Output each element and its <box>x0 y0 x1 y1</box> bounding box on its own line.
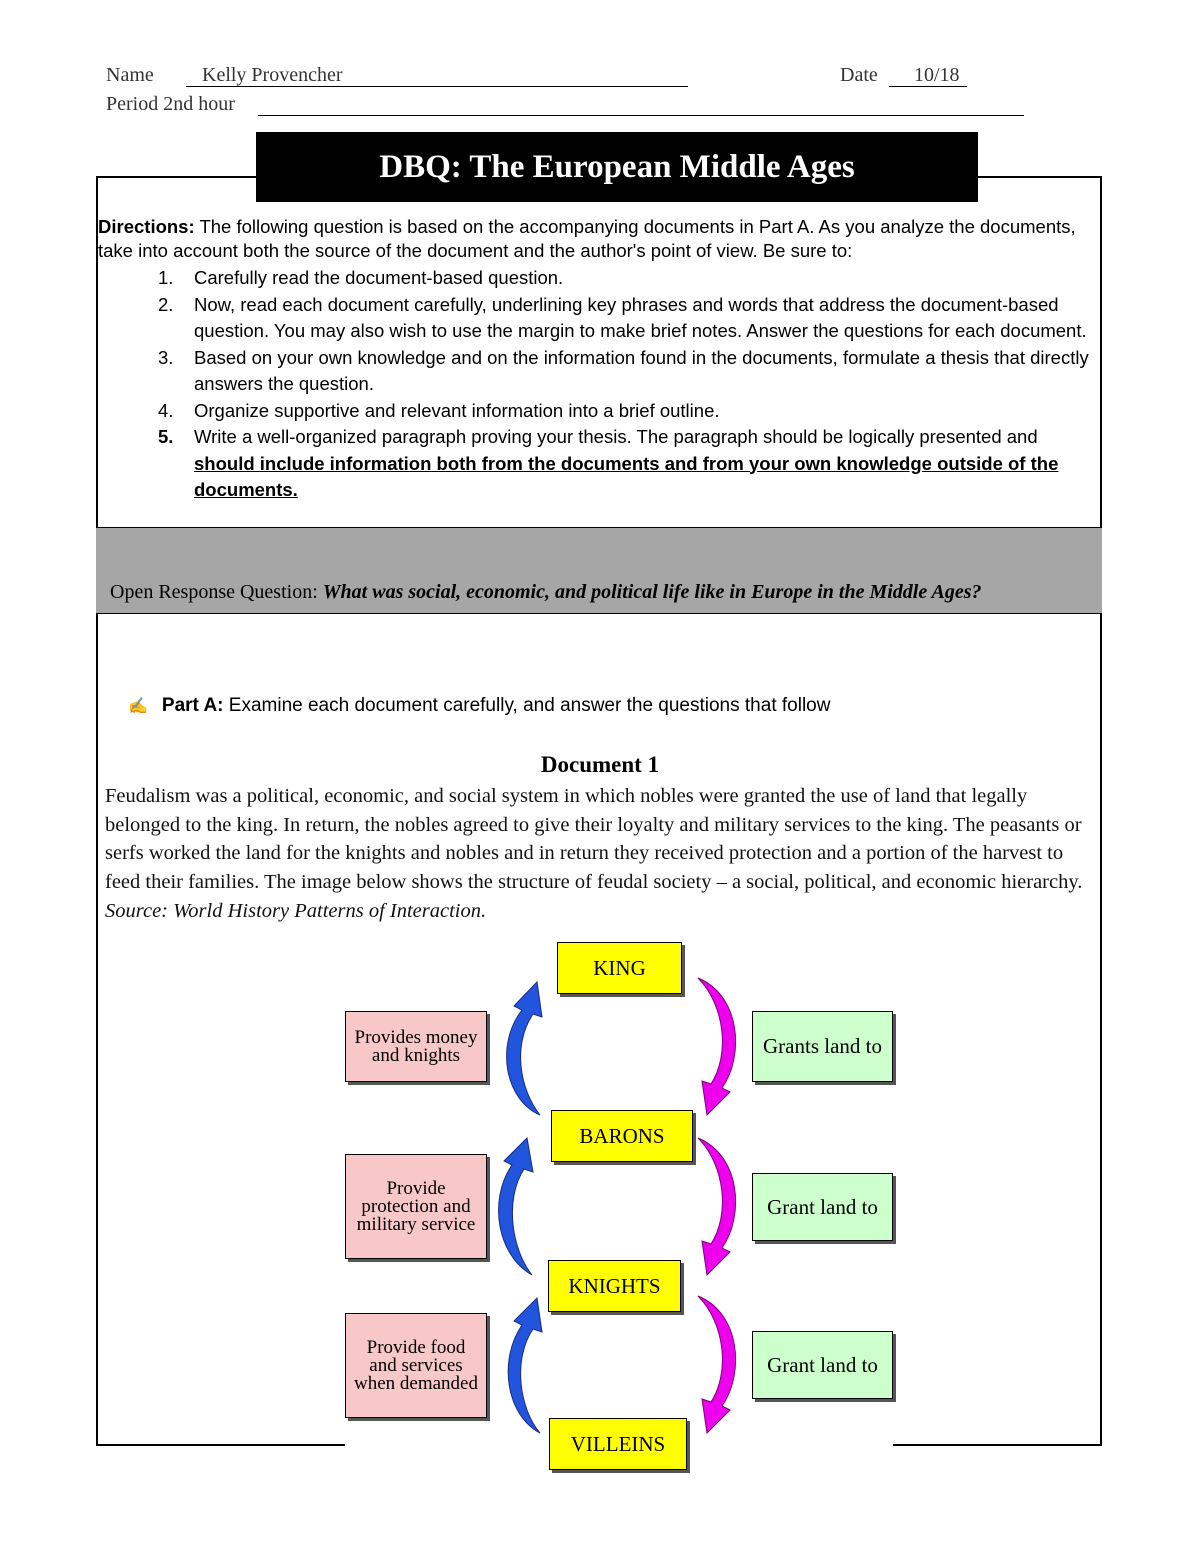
right-label-barons: Grant land to <box>752 1173 893 1241</box>
item-text: Write a well-organized paragraph proving your thesis. The paragraph should be logically presented and <box>194 426 1038 447</box>
down-arrow-icon <box>698 978 736 1115</box>
part-a-text: Examine each document carefully, and answer the questions that follow <box>223 695 831 716</box>
title-text: The European Middle Ages <box>461 148 855 185</box>
item-number: 2. <box>158 293 174 315</box>
directions-text: The following question is based on the accompanying documents in Part A. As you analyze the documents, take into account both the source of the document and the author's point of view. Be sure to: <box>98 216 1076 261</box>
item-number: 3. <box>158 346 174 368</box>
directions-item <box>98 424 1098 504</box>
item-number: 5. <box>158 426 174 447</box>
document-source: Source: World History Patterns of Interaction. <box>105 899 487 922</box>
item-text: Organize supportive and relevant information into a brief outline. <box>194 399 720 421</box>
left-label-villeins: Provide food and services when demanded <box>345 1313 487 1418</box>
item-text: Carefully read the document-based question. <box>194 267 564 288</box>
name-value[interactable]: Kelly Provencher <box>202 64 343 86</box>
item-text: Based on your own knowledge and on the information found in the documents, formulate a thesis that directly answers the question. <box>194 346 1089 394</box>
document-title: Document 1 <box>540 752 660 777</box>
right-label-king: Grants land to <box>752 1011 893 1082</box>
down-arrow-icon <box>698 1296 736 1433</box>
item-text: Now, read each document carefully, underlining key phrases and words that address the document-based question. You may also wish to use the margin to make brief notes. Answer the questions for each document. <box>194 293 1087 341</box>
item-emphasis: should include information both from the documents and from your own knowledge outside of the documents. <box>194 452 1059 500</box>
title-prefix: DBQ: <box>379 148 462 185</box>
open-response-question <box>110 578 1100 606</box>
level-villeins: VILLEINS <box>549 1418 687 1470</box>
question-text: What was social, economic, and political life like in Europe in the Middle Ages? <box>322 581 982 603</box>
pencil-icon: ✍ <box>128 698 148 715</box>
item-number: 1. <box>158 267 174 288</box>
up-arrow-icon <box>508 1298 542 1433</box>
right-label-knights: Grant land to <box>752 1331 893 1399</box>
level-barons: BARONS <box>551 1110 693 1162</box>
part-a-label: Part A: <box>161 695 224 716</box>
down-arrow-icon <box>698 1138 736 1275</box>
up-arrows <box>499 982 542 1433</box>
up-arrow-icon <box>507 982 542 1115</box>
date-value[interactable]: 10/18 <box>914 64 960 86</box>
question-label: Open Response Question: <box>110 581 318 603</box>
period-label: Period 2nd hour <box>106 93 235 115</box>
date-label: Date <box>840 64 878 86</box>
up-arrow-icon <box>499 1138 533 1275</box>
document-body-text: Feudalism was a political, economic, and social system in which nobles were granted the use of land that legally belonged to the king. In return, the nobles agreed to give their loyalty and military services to the king. The peasants or serfs worked the land for the knights and nobles and in return they received protection and a portion of the harvest to feed their families. The image below shows the structure of feudal society – a social, political, and economic hierarchy. <box>105 785 1083 894</box>
left-label-barons: Provides money and knights <box>345 1011 487 1082</box>
left-label-knights: Provide protection and military service <box>345 1154 487 1259</box>
level-knights: KNIGHTS <box>548 1260 681 1312</box>
down-arrows <box>698 978 736 1433</box>
directions-label: Directions: <box>98 216 195 237</box>
item-number: 4. <box>158 399 174 421</box>
level-king: KING <box>557 942 682 994</box>
name-label: Name <box>106 64 154 86</box>
